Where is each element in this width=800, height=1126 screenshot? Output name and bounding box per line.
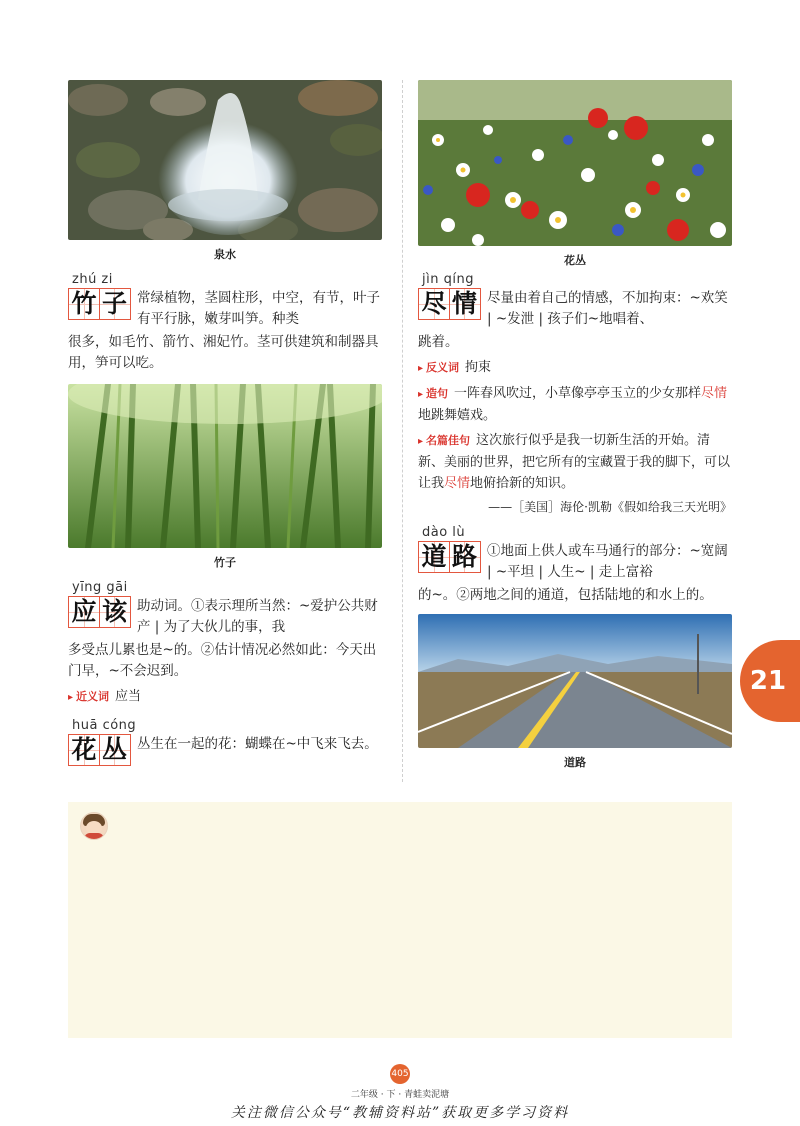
footer-note: 关注微信公众号“教辅资料站”获取更多学习资料 xyxy=(230,1105,570,1121)
word-daolu xyxy=(418,541,479,573)
pinyin-daolu: dào lù xyxy=(422,525,466,540)
student-avatar-icon xyxy=(80,812,108,840)
char-box: 应 xyxy=(68,596,100,628)
entry-daolu xyxy=(418,525,732,606)
grade-lesson-line: 二年级 · 下 · 青蛙卖泥塘 xyxy=(350,1090,450,1100)
definition-huacong: 丛生在一起的花：蝴蝶在~中飞来飞去。 xyxy=(137,736,378,752)
synonym-tag: ▸ 近义词 xyxy=(68,690,109,703)
quote-text: 这次旅行似乎是我一切新生活的开始。清新、美丽的世界，把它所有的宝藏置于我的脚下，可以让我 xyxy=(418,433,731,491)
example-tag: ▸ 造句 xyxy=(418,387,448,400)
char-box: 子 xyxy=(99,288,131,320)
pinyin-huacong: huā cóng xyxy=(72,718,137,733)
column-divider xyxy=(402,80,403,782)
entry-huacong xyxy=(68,718,382,766)
pinyin-jinqing: jìn qíng xyxy=(422,272,474,287)
right-column xyxy=(418,80,732,770)
quote-source: ——［美国］海伦·凯勒《假如给我三天光明》 xyxy=(488,500,732,514)
bamboo-photo xyxy=(68,384,382,548)
synonym-word: 应当 xyxy=(115,689,142,704)
word-huacong xyxy=(68,734,129,766)
highlight-word: 尽情 xyxy=(444,476,471,491)
highlight-word: 尽情 xyxy=(701,386,728,401)
quote-tag: ▸ 名篇佳句 xyxy=(418,434,470,447)
entry-zhuzi xyxy=(68,272,382,374)
char-box: 道 xyxy=(418,541,450,573)
definition-zhuzi-cont: 很多，如毛竹、箭竹、湘妃竹。茎可供建筑和制器具用，笋可以吃。 xyxy=(68,334,379,371)
antonym-line xyxy=(418,357,732,379)
pinyin-yinggai: yīng gāi xyxy=(72,580,128,595)
char-box: 路 xyxy=(449,541,481,573)
spring-water-photo xyxy=(68,80,382,240)
flowers-caption: 花丛 xyxy=(564,254,586,267)
example-sentence xyxy=(418,383,732,426)
word-yinggai xyxy=(68,596,129,628)
definition-jinqing-cont: 跳着。 xyxy=(418,334,459,350)
spring-water-caption: 泉水 xyxy=(214,248,236,261)
definition-zhuzi: 常绿植物，茎圆柱形，中空，有节，叶子有平行脉，嫩芽叫笋。种类 xyxy=(137,290,380,327)
left-column xyxy=(68,80,382,766)
char-box: 丛 xyxy=(99,734,131,766)
char-box: 花 xyxy=(68,734,100,766)
road-photo xyxy=(418,614,732,748)
definition-jinqing: 尽量由着自己的情感，不加拘束：~欢笑 | ~发泄 | 孩子们~地唱着、 xyxy=(487,290,728,327)
example-text: 一阵春风吹过，小草像亭亭玉立的少女那样 xyxy=(454,386,702,401)
lesson-number-tab: 21 xyxy=(740,640,800,722)
definition-yinggai-cont: 多受点儿累也是~的。②估计情况必然如此：今天出门早，~不会迟到。 xyxy=(68,642,377,679)
word-zhuzi xyxy=(68,288,129,320)
page-number: 405 xyxy=(390,1064,410,1084)
entry-yinggai xyxy=(68,580,382,708)
char-box: 情 xyxy=(449,288,481,320)
example-text-end: 地跳舞嬉戏。 xyxy=(418,408,497,423)
notes-area xyxy=(68,802,732,1038)
char-box: 竹 xyxy=(68,288,100,320)
char-box: 该 xyxy=(99,596,131,628)
bamboo-caption: 竹子 xyxy=(214,556,236,569)
famous-quote xyxy=(418,430,732,494)
road-caption: 道路 xyxy=(564,756,586,769)
char-box: 尽 xyxy=(418,288,450,320)
word-jinqing xyxy=(418,288,479,320)
definition-daolu-cont: 的~。②两地之间的通道，包括陆地的和水上的。 xyxy=(418,587,713,603)
quote-text-end: 地俯拾新的知识。 xyxy=(470,476,575,491)
entry-jinqing xyxy=(418,272,732,515)
antonym-word: 拘束 xyxy=(465,360,492,375)
definition-daolu: ①地面上供人或车马通行的部分：~宽阔 | ~平坦 | 人生~ | 走上富裕 xyxy=(487,543,728,580)
flowers-photo xyxy=(418,80,732,246)
antonym-tag: ▸ 反义词 xyxy=(418,361,459,374)
pinyin-zhuzi: zhú zi xyxy=(72,272,113,287)
synonym-line xyxy=(68,686,382,708)
definition-yinggai: 助动词。①表示理所当然：~爱护公共财产 | 为了大伙儿的事，我 xyxy=(137,598,378,635)
